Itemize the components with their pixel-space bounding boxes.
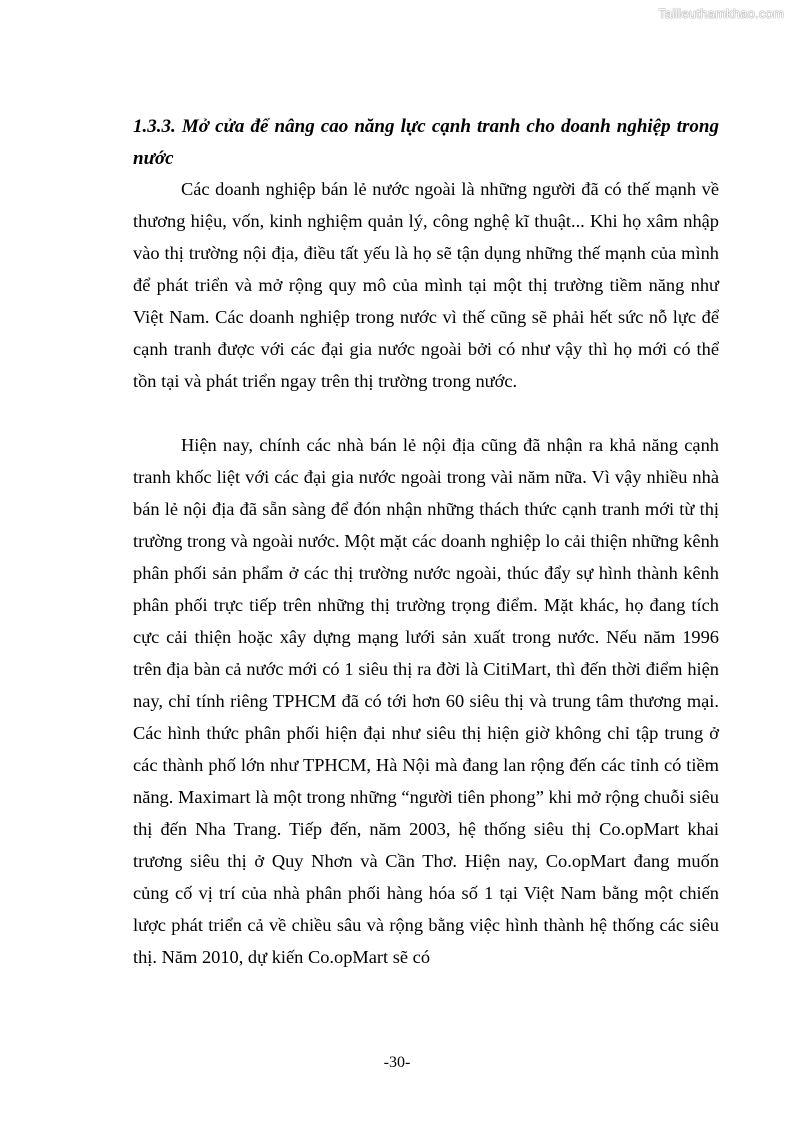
body-paragraph-1: Các doanh nghiệp bán lẻ nước ngoài là những người đã có thế mạnh về thương hiệu, vốn, kinh nghiệm quản lý, công nghệ kĩ thuật... Khi họ xâm nhập vào thị trường nội địa, điều tất yếu là họ sẽ tận dụng những thế mạnh của mình để phát triển và mở rộng quy mô của mình tại một thị trường tiềm năng như Việt Nam. Các doanh nghiệp trong nước vì thế cũng sẽ phải hết sức nỗ lực để cạnh tranh được với các đại gia nước ngoài bởi có như vậy thì họ mới có thể tồn tại và phát triển ngay trên thị trường trong nước. [133,179,719,391]
watermark-text: Tailieuthamkhao.com [658,6,784,21]
body-paragraph-2: Hiện nay, chính các nhà bán lẻ nội địa cũng đã nhận ra khả năng cạnh tranh khốc liệt với các đại gia nước ngoài trong vài năm nữa. Vì vậy nhiều nhà bán lẻ nội địa đã sẵn sàng để đón nhận những thách thức cạnh tranh mới từ thị trường trong và ngoài nước. Một mặt các doanh nghiệp lo cải thiện những kênh phân phối sản phẩm ở các thị trường nước ngoài, thúc đẩy sự hình thành kênh phân phối trực tiếp trên những thị trường trọng điểm. Mặt khác, họ đang tích cực cải thiện hoặc xây dựng mạng lưới sản xuất trong nước. Nếu năm 1996 trên địa bàn cả nước mới có 1 siêu thị ra đời là CitiMart, thì đến thời điểm hiện nay, chỉ tính riêng TPHCM đã có tới hơn 60 siêu thị và trung tâm thương mại. Các hình thức phân phối hiện đại như siêu thị hiện giờ không chỉ tập trung ở các thành phố lớn như TPHCM, Hà Nội mà đang lan rộng đến các tỉnh có tiềm năng. Maximart là một trong những “người tiên phong” khi mở rộng chuỗi siêu thị đến Nha Trang. Tiếp đến, năm 2003, hệ thống siêu thị Co.opMart khai trương siêu thị ở Quy Nhơn và Cần Thơ. Hiện nay, Co.opMart đang muốn củng cố vị trí của nhà phân phối hàng hóa số 1 tại Việt Nam bằng một chiến lược phát triển cả về chiều sâu và rộng bằng việc hình thành hệ thống các siêu thị. Năm 2010, dự kiến Co.opMart sẽ có [133,435,719,967]
page-number: -30- [383,1054,411,1071]
section-heading: 1.3.3. Mở cửa để nâng cao năng lực cạnh tranh cho doanh nghiệp trong nước [133,116,719,169]
